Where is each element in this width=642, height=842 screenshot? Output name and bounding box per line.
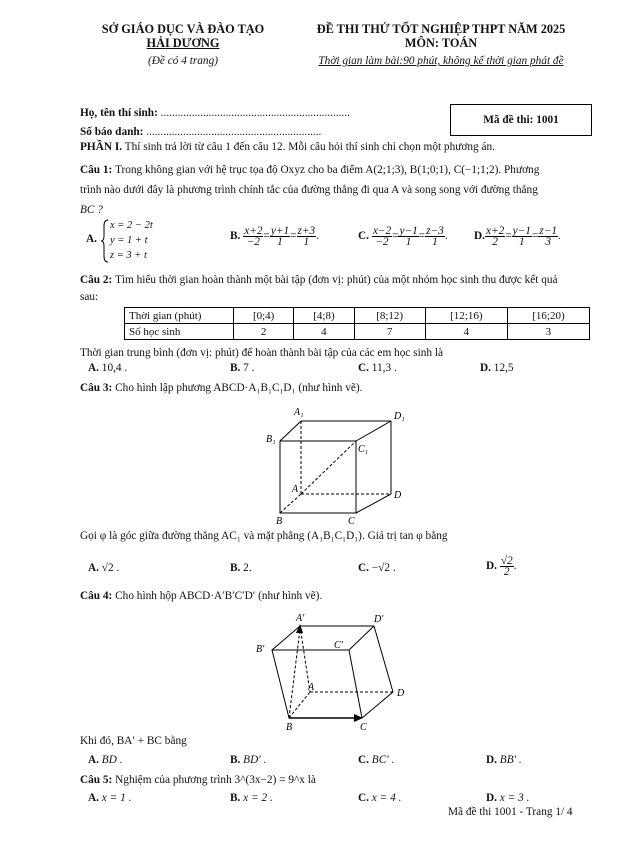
cube-figure: [262, 402, 412, 526]
question-1-text-3: BC ?: [80, 204, 103, 216]
table-cell: [8;12): [354, 308, 425, 324]
q2-option-c: C. 11,3 .: [358, 362, 397, 374]
q4-option-c: C. BC′ .: [358, 754, 395, 766]
edge-c-d: [356, 494, 391, 513]
table-cell: 3: [507, 324, 589, 340]
q4-option-a: A. BD .: [88, 754, 123, 766]
q1-a-eq-2: y = 1 + t: [110, 235, 148, 246]
q1-option-b-label: B.: [230, 230, 241, 243]
question-1: [80, 160, 592, 220]
q2-option-d: D. 12,5: [480, 362, 514, 374]
edge-b1-a1: [272, 626, 300, 650]
label-d1: D′: [374, 614, 384, 625]
student-id-dots: ..............................................................: [146, 126, 322, 138]
table-cell: [0;4): [234, 308, 294, 324]
question-2-text-1: Tìm hiểu thời gian hoàn thành một bài tập (đơn vị: phút) của một nhóm học sinh thu được kết quả: [112, 274, 558, 286]
question-4-text: Cho hình hộp ABCD·A′B′C′D′ (như hình vẽ).: [112, 590, 323, 602]
question-3-label: Câu 3:: [80, 382, 113, 394]
q4-option-b: B. BD′ .: [230, 754, 267, 766]
edge-c1-d1: [349, 626, 374, 650]
label-a1: A₁: [294, 407, 304, 418]
subject-title: MÔN: TOÁN: [404, 36, 478, 50]
fraction: $\frac{x-2}{-2}$: [372, 225, 392, 248]
student-id-line: [80, 126, 321, 138]
question-5: [80, 774, 316, 786]
fraction: $\frac{y+1}{1}$: [270, 225, 290, 248]
table-cell: 2: [234, 324, 294, 340]
table-cell: Thời gian (phút): [125, 308, 234, 324]
edge-c1-d1: [356, 421, 391, 441]
q5-option-b: B. x = 2 .: [230, 792, 273, 804]
exam-code-box: Mã đề thi: 1001: [450, 104, 592, 136]
fraction: $\frac{y-1}{1}$: [399, 225, 418, 248]
question-1-text-2: trình nào dưới đây là phương trình chính tắc của đường thẳng đi qua A và song song với đường thẳng: [80, 184, 538, 196]
q2-option-a: A. 10,4 .: [88, 362, 128, 374]
q1-option-b: B. $\frac{x+2}{-2}$ = $\frac{y+1}{1}$ = $\frac{z+3}{1}$ .: [230, 225, 320, 248]
edge-b1-a1: [280, 421, 301, 441]
q3-option-a: A. √2 .: [88, 562, 120, 574]
table-cell: [16;20): [507, 308, 589, 324]
label-c1: C′: [334, 640, 343, 651]
question-1-text-1: Trong không gian với hệ trục tọa độ Oxyz cho ba điểm A(2;1;3), B(1;0;1), C(−1;1;2). Phương: [112, 164, 540, 176]
vector-ba1: [289, 629, 300, 718]
question-2: [80, 272, 592, 306]
label-c: C: [348, 516, 355, 526]
page-footer: Mã đề thi 1001 - Trang 1/ 4: [448, 806, 573, 818]
time-table: [124, 307, 590, 340]
time-note: Thời gian làm bài:90 phút, không kể thời gian phát đề: [318, 55, 564, 67]
q1-a-eq-3: z = 3 + t: [110, 250, 147, 261]
table-cell: [4;8): [294, 308, 354, 324]
question-2-text-2: sau:: [80, 291, 99, 303]
edge-d1-d: [374, 626, 393, 692]
q4-option-d: D. BB′ .: [486, 754, 522, 766]
question-2-label: Câu 2:: [80, 274, 113, 286]
table-cell: 4: [425, 324, 507, 340]
question-4-prompt: Khi đó, BA′ + BC bằng: [80, 735, 187, 747]
label-d: D: [394, 490, 402, 501]
part-1-instruction: [80, 141, 495, 153]
fraction: $\frac{z-1}{3}$: [539, 225, 557, 248]
student-name-line: [80, 107, 350, 119]
department-title: SỞ GIÁO DỤC VÀ ĐÀO TẠO: [101, 22, 265, 36]
page-count-note: (Đề có 4 trang): [148, 55, 218, 67]
label-a: A: [308, 682, 315, 693]
q1-option-c-label: C.: [358, 230, 369, 243]
table-cell: Số học sinh: [125, 324, 234, 340]
q5-option-a: A. x = 1 .: [88, 792, 132, 804]
table-row: [125, 324, 590, 340]
q1-option-c: C. $\frac{x-2}{-2}$ = $\frac{y-1}{1}$ = $\frac{z-3}{1}$ .: [358, 225, 448, 248]
label-b: B: [276, 516, 283, 526]
label-d1: D₁: [394, 411, 405, 422]
label-a1: A′: [296, 613, 305, 624]
fraction: $\frac{√2}{2}$: [500, 555, 513, 578]
question-3-text: Cho hình lập phương ABCD·A₁B₁C₁D₁ (như hình vẽ).: [112, 382, 363, 394]
edge-b-a-hidden: [280, 494, 301, 513]
q3-option-b: B. 2.: [230, 562, 252, 574]
box-figure: [250, 610, 420, 734]
q3-option-d: D. $\frac{√2}{2}$ .: [486, 555, 517, 578]
question-5-text: Nghiệm của phương trình 3^(3x−2) = 9^x là: [112, 774, 316, 786]
q1-option-a-label: A.: [86, 233, 97, 245]
label-c1: C₁: [358, 444, 369, 455]
fraction: $\frac{y-1}{1}$: [512, 225, 531, 248]
table-cell: 7: [354, 324, 425, 340]
fraction: $\frac{z-3}{1}$: [426, 225, 444, 248]
label-d: D: [397, 688, 405, 699]
question-3-prompt: Gọi φ là góc giữa đường thẳng AC₁ và mặt phẳng (A₁B₁C₁D₁). Giá trị tan φ bằng: [80, 530, 448, 542]
fraction: $\frac{x+2}{2}$: [485, 225, 505, 248]
part-1-text: Thí sinh trả lời từ câu 1 đến câu 12. Mỗi câu hỏi thí sinh chỉ chọn một phương án.: [122, 141, 495, 153]
label-a: A: [292, 484, 299, 495]
q5-option-d: D. x = 3 .: [486, 792, 530, 804]
q1-a-eq-1: x = 2 − 2t: [110, 220, 153, 231]
part-1-title: PHẦN I.: [80, 141, 123, 153]
exam-title: ĐỀ THI THỬ TỐT NGHIỆP THPT NĂM 2025: [316, 22, 566, 36]
province-title: HẢI DƯƠNG: [146, 36, 220, 50]
q1-option-d-label: D.: [474, 230, 485, 243]
label-b1: B′: [256, 644, 265, 655]
question-4: [80, 590, 322, 602]
edge-c-d: [362, 692, 393, 718]
student-name-label: Họ, tên thí sinh:: [80, 107, 158, 119]
label-b: B: [286, 722, 293, 733]
q2-option-b: B. 7 .: [230, 362, 255, 374]
question-5-label: Câu 5:: [80, 774, 113, 786]
front-face: [272, 650, 362, 718]
fraction: $\frac{z+3}{1}$: [297, 225, 316, 248]
student-name-dots: ...................................................................: [160, 107, 350, 119]
diagonal-ac1: [301, 441, 356, 494]
fraction: $\frac{x+2}{-2}$: [244, 225, 263, 248]
q5-option-c: C. x = 4 .: [358, 792, 402, 804]
q3-option-c: C. −√2 .: [358, 562, 396, 574]
question-2-prompt: Thời gian trung bình (đơn vị: phút) để hoàn thành bài tập của các em học sinh là: [80, 347, 443, 359]
brace-icon: [100, 218, 110, 264]
table-row: [125, 308, 590, 324]
student-id-label: Số báo danh:: [80, 126, 144, 138]
question-3: [80, 382, 363, 394]
label-c: C: [360, 722, 367, 733]
table-cell: 4: [294, 324, 354, 340]
q1-option-d: D. $\frac{x+2}{2}$ = $\frac{y-1}{1}$ = $\frac{z-1}{3}$ .: [474, 225, 561, 248]
table-cell: [12;16): [425, 308, 507, 324]
label-b1: B₁: [266, 434, 276, 445]
question-1-label: Câu 1:: [80, 164, 113, 176]
question-4-label: Câu 4:: [80, 590, 113, 602]
